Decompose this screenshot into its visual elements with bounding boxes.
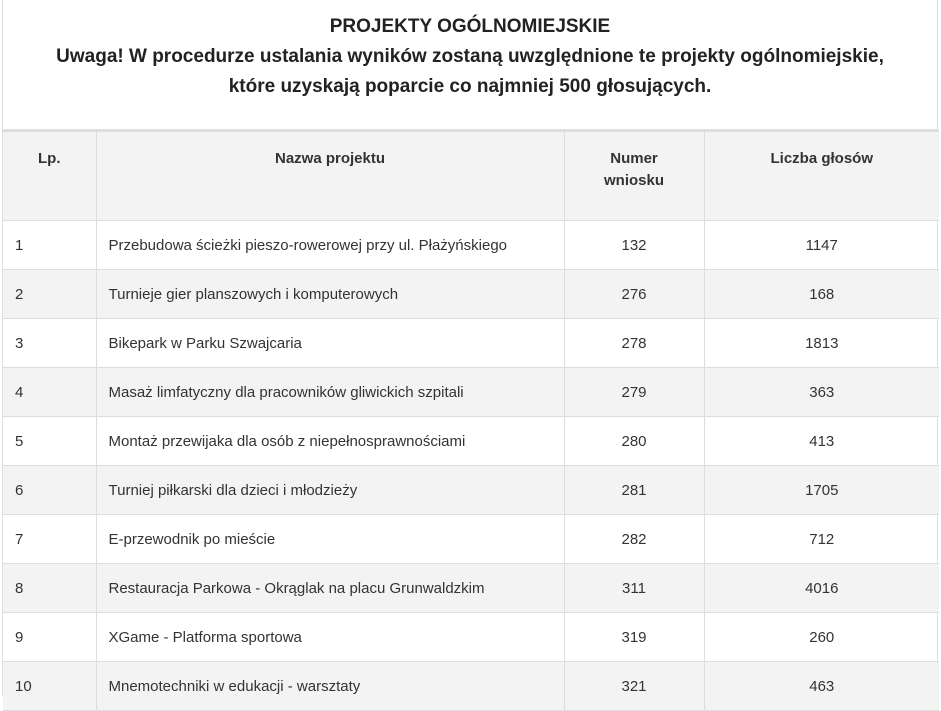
cell-project-name: Przebudowa ścieżki pieszo-rowerowej przy ul. Płażyńskiego xyxy=(96,221,564,270)
table-row xyxy=(3,270,939,319)
cell-vote-count: 260 xyxy=(704,613,939,662)
cell-vote-count: 1147 xyxy=(704,221,939,270)
cell-application-number: 319 xyxy=(564,613,704,662)
cell-project-name: Restauracja Parkowa - Okrąglak na placu Grunwaldzkim xyxy=(96,564,564,613)
cell-application-number: 278 xyxy=(564,319,704,368)
cell-lp: 1 xyxy=(3,221,96,270)
cell-lp: 6 xyxy=(3,466,96,515)
cell-lp: 2 xyxy=(3,270,96,319)
table-body xyxy=(3,221,939,711)
cell-vote-count: 4016 xyxy=(704,564,939,613)
cell-lp: 5 xyxy=(3,417,96,466)
column-header-number xyxy=(564,131,704,221)
cell-project-name: Mnemotechniki w edukacji - warsztaty xyxy=(96,662,564,711)
cell-vote-count: 168 xyxy=(704,270,939,319)
cell-vote-count: 413 xyxy=(704,417,939,466)
cell-application-number: 132 xyxy=(564,221,704,270)
cell-application-number: 311 xyxy=(564,564,704,613)
cell-lp: 8 xyxy=(3,564,96,613)
cell-lp: 3 xyxy=(3,319,96,368)
column-header-votes: Liczba głosów xyxy=(704,131,939,221)
cell-vote-count: 463 xyxy=(704,662,939,711)
cell-project-name: Masaż limfatyczny dla pracowników gliwickich szpitali xyxy=(96,368,564,417)
cell-lp: 7 xyxy=(3,515,96,564)
cell-project-name: XGame - Platforma sportowa xyxy=(96,613,564,662)
table-row xyxy=(3,319,939,368)
results-table xyxy=(3,130,939,711)
cell-project-name: Turniej piłkarski dla dzieci i młodzieży xyxy=(96,466,564,515)
header-row xyxy=(3,131,939,221)
cell-project-name: Turnieje gier planszowych i komputerowych xyxy=(96,270,564,319)
column-header-name: Nazwa projektu xyxy=(96,131,564,221)
cell-application-number: 281 xyxy=(564,466,704,515)
cell-lp: 4 xyxy=(3,368,96,417)
cell-application-number: 321 xyxy=(564,662,704,711)
table-row xyxy=(3,564,939,613)
table-caption xyxy=(3,0,937,130)
cell-project-name: E-przewodnik po mieście xyxy=(96,515,564,564)
column-header-lp: Lp. xyxy=(3,131,96,221)
cell-vote-count: 363 xyxy=(704,368,939,417)
results-panel xyxy=(2,0,938,696)
notice-line-1: Uwaga! W procedurze ustalania wyników zostaną uwzględnione te projekty ogólnomiejskie, xyxy=(56,46,884,67)
cell-application-number: 279 xyxy=(564,368,704,417)
cell-application-number: 280 xyxy=(564,417,704,466)
table-row xyxy=(3,515,939,564)
cell-lp: 10 xyxy=(3,662,96,711)
column-header-number-line1: Numer xyxy=(610,150,658,167)
cell-vote-count: 1705 xyxy=(704,466,939,515)
table-row xyxy=(3,466,939,515)
table-row xyxy=(3,221,939,270)
cell-vote-count: 712 xyxy=(704,515,939,564)
cell-application-number: 276 xyxy=(564,270,704,319)
table-header xyxy=(3,131,939,221)
notice-line-2: które uzyskają poparcie co najmniej 500 głosujących. xyxy=(228,76,712,97)
cell-project-name: Bikepark w Parku Szwajcaria xyxy=(96,319,564,368)
cell-application-number: 282 xyxy=(564,515,704,564)
column-header-number-line2: wniosku xyxy=(603,172,664,189)
table-row xyxy=(3,662,939,711)
page-title: PROJEKTY OGÓLNOMIEJSKIE xyxy=(329,16,611,37)
table-row xyxy=(3,417,939,466)
table-row xyxy=(3,613,939,662)
cell-project-name: Montaż przewijaka dla osób z niepełnosprawnościami xyxy=(96,417,564,466)
table-row xyxy=(3,368,939,417)
cell-lp: 9 xyxy=(3,613,96,662)
cell-vote-count: 1813 xyxy=(704,319,939,368)
